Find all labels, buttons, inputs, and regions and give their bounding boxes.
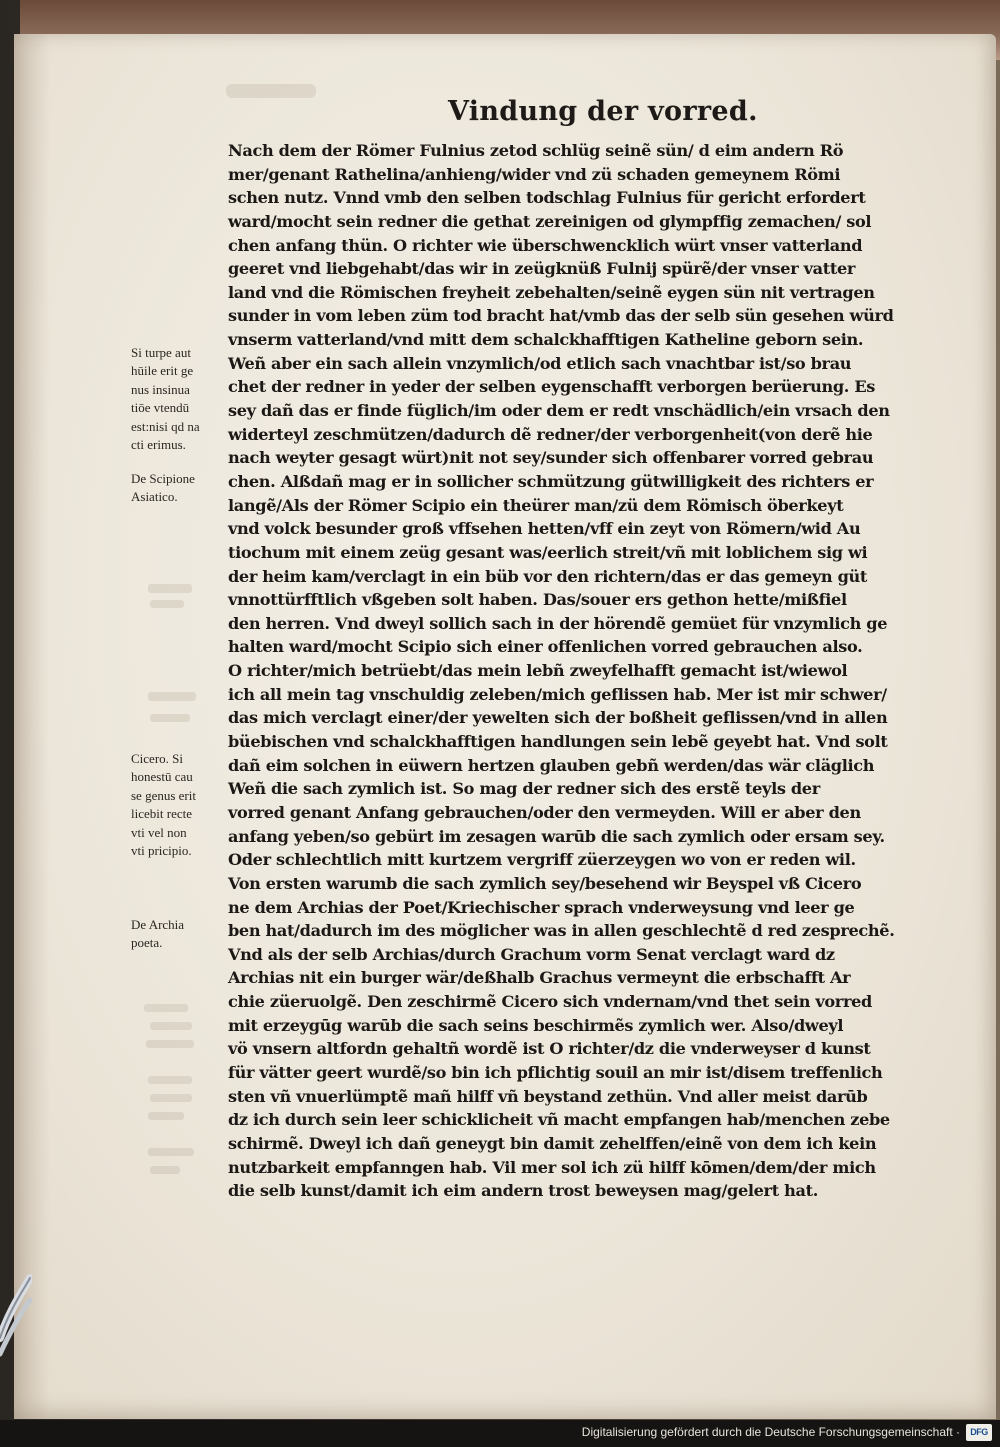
marginal-note-4 — [131, 916, 231, 953]
text-line: chen anfang thün. O richter wie überschwencklich würt vnser vatterland — [228, 235, 863, 255]
text-line: halten ward/mocht Scipio sich einer offenlichen vorred gebrauchen also. — [228, 637, 863, 657]
text-line: chie züeruolgẽ. Den zeschirmẽ Cicero sich vndernam/vnd thet sein vorred — [228, 992, 872, 1012]
gutter-shadow — [14, 34, 50, 1419]
text-line: Vnd als der selb Archias/durch Grachum vorm Senat verclagt ward dz — [228, 944, 835, 964]
marginal-line: tiōe vtendū — [131, 400, 190, 416]
marginal-line: nus insinua — [131, 381, 190, 397]
text-line: Weñ aber ein sach allein vnzymlich/od etlich sach vnachtbar ist/so brau — [228, 353, 852, 373]
marginal-line: honestū cau — [131, 769, 193, 785]
text-line: anfang yeben/so gebürt im zesagen warūb die sach zymlich oder ersam sey. — [228, 826, 885, 846]
marginal-note-2 — [131, 470, 231, 507]
page-clip — [0, 1268, 32, 1364]
text-line: vnnottürfftlich vßgeben solt haben. Das/souer ers gethon hette/mißfiel — [228, 590, 847, 610]
text-line: nach weyter gesagt würt)nit not sey/sunder sich offenbarer vorred gebrau — [228, 448, 874, 468]
text-line: Oder schlechtlich mitt kurtzem vergriff züerzeygen wo von er reden wil. — [228, 850, 856, 870]
text-line: sten vñ vnuerlümptẽ mañ hilff vñ beystand zethün. Vnd aller meist darūb — [228, 1086, 868, 1106]
text-line: sey dañ das er finde füglich/im oder dem er redt vnschädlich/ein vrsach den — [228, 401, 890, 421]
marginal-note-1 — [131, 344, 231, 454]
text-line: ben hat/dadurch im des möglicher was in allen geschlechtẽ d red zesprechẽ. — [228, 921, 895, 941]
text-line: schirmẽ. Dweyl ich dañ geneygt bin damit zehelffen/einẽ von dem ich kein — [228, 1133, 877, 1153]
text-line: nutzbarkeit empfanngen hab. Vil mer sol ich zü hilff kōmen/dem/der mich — [228, 1157, 876, 1177]
text-line: Nach dem der Römer Fulnius zetod schlüg seinẽ sün/ d eim andern Rö — [228, 141, 844, 160]
text-line: die selb kunst/damit ich eim andern trost beweysen mag/gelert hat. — [228, 1181, 818, 1201]
text-line: land vnd die Römischen freyheit zebehalten/seinẽ eygen sün nit vertragen — [228, 282, 875, 302]
marginal-line: Cicero. Si — [131, 751, 183, 766]
text-line: mer/genant Rathelina/anhieng/wider vnd zü schaden gemeynem Römi — [228, 164, 841, 184]
text-line: tiochum mit einem zeüg gesant was/eerlich streit/vñ mit loblichem sig wi — [228, 542, 868, 562]
main-text-block — [228, 139, 898, 1203]
text-line: widerteyl zeschmützen/dadurch dẽ redner/der verborgenheit(von derẽ hie — [228, 424, 873, 444]
text-line: chet der redner in yeder der selben eygenschafft verborgen berüerung. Es — [228, 377, 876, 397]
text-line: Von ersten warumb die sach zymlich sey/besehend wir Beyspel vß Cicero — [228, 873, 862, 893]
text-line: schen nutz. Vnnd vmb den selben todschlag Fulnius für gericht erfordert — [228, 188, 866, 208]
text-line: für vätter geert wurdẽ/so bin ich pflichtig souil an mir ist/disem treffenlich — [228, 1062, 883, 1082]
marginal-line: est:nisi qd na — [131, 418, 200, 434]
running-head: Vindung der vorred. — [448, 96, 758, 127]
text-line: O richter/mich betrüebt/das mein lebñ zweyfelhafft gemacht ist/wiewol — [228, 661, 848, 681]
text-line: dañ eim solchen in eüwern hertzen glauben gebñ werden/das wär cläglich — [228, 755, 875, 775]
marginal-line: vti vel non — [131, 824, 187, 840]
text-line: ward/mocht sein redner die gethat zereinigen od glympffig zemachen/ sol — [228, 211, 872, 231]
text-line: langẽ/Als der Römer Scipio ein theürer man/zü dem Römisch öberkeyt — [228, 495, 844, 515]
marginal-line: De Archia — [131, 917, 185, 932]
text-line: chen. Alßdañ mag er in sollicher schmützung gütwilligkeit des richters er — [228, 471, 874, 491]
marginal-line: hūile erit ge — [131, 363, 194, 379]
text-line: das mich verclagt einer/der yewelten sich der boßheit geflissen/vnd in allen — [228, 708, 888, 728]
marginal-line: De Scipione — [131, 471, 195, 486]
text-line: vö vnsern altfordn gehaltñ wordẽ ist O richter/dz die vnderweyser d kunst — [228, 1039, 871, 1059]
text-line: Weñ die sach zymlich ist. So mag der redner sich des erstẽ teyls der — [228, 779, 820, 799]
text-line: vnd volck besunder groß vffsehen hetten/vff ein zeyt von Römern/wid Au — [228, 519, 861, 539]
marginal-line: poeta. — [131, 935, 163, 951]
text-line: Archias nit ein burger wär/deßhalb Grachus vermeynt die erbschafft Ar — [228, 968, 851, 988]
text-line: vorred genant Anfang gebrauchen/oder den vermeyden. Will er aber den — [228, 802, 861, 822]
footer-credit: Digitalisierung gefördert durch die Deutsche Forschungsgemeinschaft · — [581, 1425, 960, 1439]
text-line: der heim kam/verclagt in ein büb vor den richtern/das er das gemeyn güt — [228, 566, 868, 586]
marginal-line: cti erimus. — [131, 437, 186, 453]
text-line: vnserm vatterland/vnd mitt dem schalckhafftigen Katheline geborn sein. — [228, 330, 864, 350]
marginal-line: Asiatico. — [131, 489, 178, 505]
marginal-line: vti pricipio. — [131, 843, 192, 859]
text-line: sunder in vom leben züm tod bracht hat/vmb das der selb sün gesehen würd — [228, 306, 894, 326]
text-line: büebischen vnd schalckhafftigen handlungen sein lebẽ geyebt hat. Vnd solt — [228, 732, 888, 752]
marginal-note-3 — [131, 750, 231, 860]
text-line: mit erzeygūg warūb die sach seins beschirmẽs zymlich wer. Also/dweyl — [228, 1015, 844, 1035]
text-line: ich all mein tag vnschuldig zeleben/mich geflissen hab. Mer ist mir schwer/ — [228, 684, 887, 704]
text-line: ne dem Archias der Poet/Kriechischer sprach vnderweysung vnd leer ge — [228, 897, 855, 917]
marginal-line: Si turpe aut — [131, 345, 191, 360]
text-line: geeret vnd liebgehabt/das wir in zeügknüß Fulnij spürẽ/der vnser vatter — [228, 259, 856, 279]
dfg-logo: DFG — [966, 1424, 992, 1441]
marginal-line: se genus erit — [131, 787, 196, 803]
text-line: dz ich durch sein leer schicklicheit vñ macht empfangen hab/menchen zebe — [228, 1110, 890, 1130]
marginal-line: licebit recte — [131, 806, 192, 822]
text-line: den herren. Vnd dweyl sollich sach in der hörendẽ gemüet für vnzymlich ge — [228, 613, 888, 633]
